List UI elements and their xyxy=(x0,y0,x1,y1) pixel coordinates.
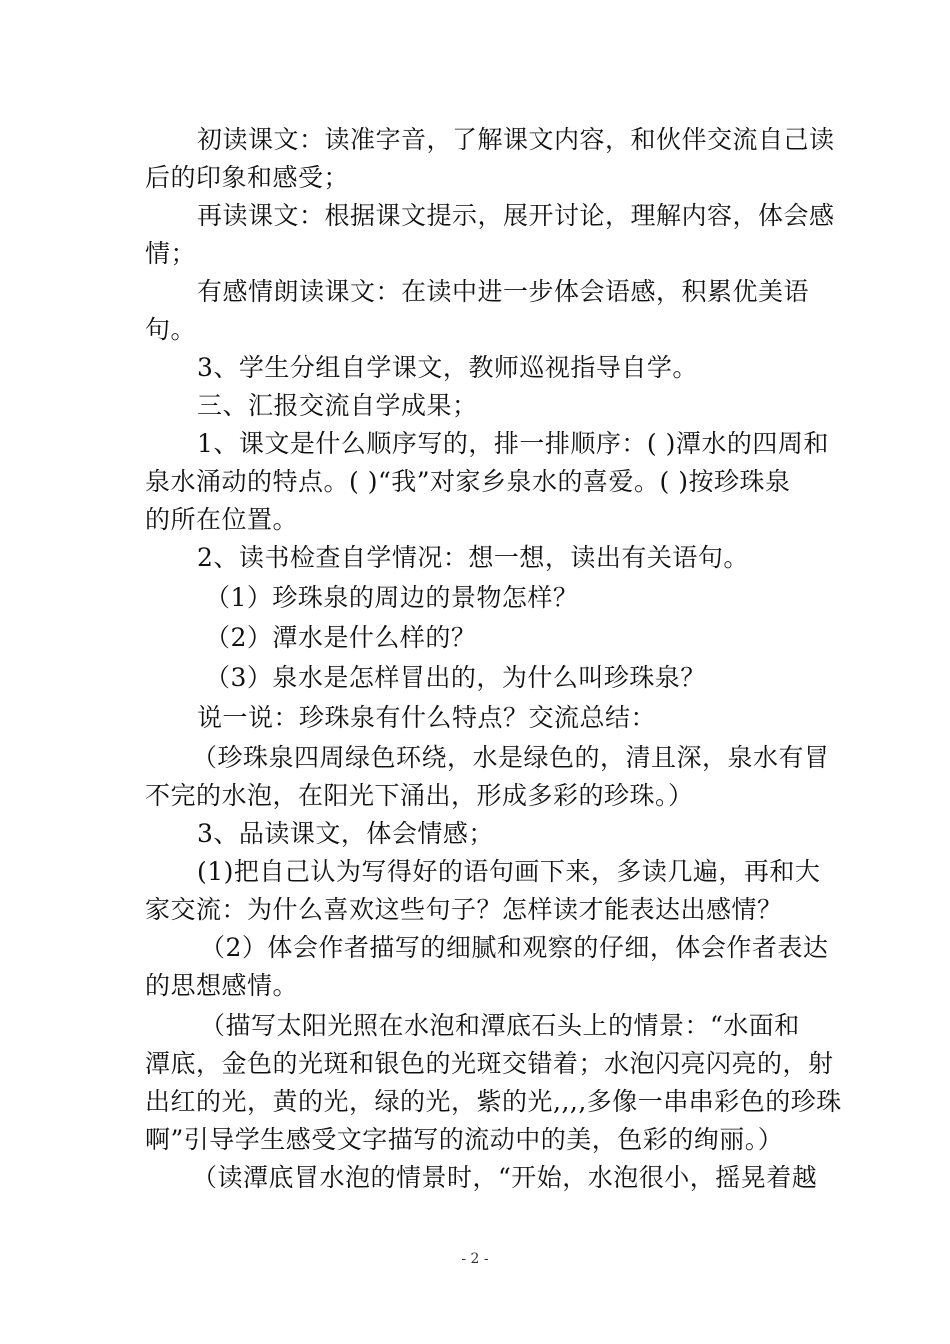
section-heading: 三、汇报交流自学成果； xyxy=(197,391,478,420)
text-line: 家交流：为什么喜欢这些句子？怎样读才能表达出感情？ xyxy=(145,895,783,924)
text-line: 说一说：珍珠泉有什么特点？交流总结： xyxy=(197,703,657,732)
page-number: - 2 - xyxy=(461,1251,489,1267)
text-line: 2、读书检查自学情况：想一想，读出有关语句。 xyxy=(197,543,749,572)
text-line: （2）体会作者描写的细腻和观察的仔细，体会作者表达 xyxy=(200,933,829,962)
text-line: 潭底，金色的光斑和银色的光斑交错着；水泡闪亮闪亮的，射 xyxy=(145,1049,834,1078)
text-line: 有感情朗读课文：在读中进一步体会语感，积累优美语 xyxy=(197,277,810,306)
text-line: 3、学生分组自学课文，教师巡视指导自学。 xyxy=(197,353,698,382)
text-line: 初读课文：读准字音，了解课文内容，和伙伴交流自己读 xyxy=(197,125,835,154)
text-line: 不完的水泡，在阳光下涌出，形成多彩的珍珠。） xyxy=(145,781,694,810)
question-item: （3）泉水是怎样冒出的，为什么叫珍珠泉？ xyxy=(205,663,706,692)
text-line: 出红的光，黄的光，绿的光，紫的光,,,,多像一串串彩色的珍珠 xyxy=(145,1087,842,1116)
text-line: （珍珠泉四周绿色环绕，水是绿色的，清且深，泉水有冒 xyxy=(192,743,830,772)
text-line: 1、课文是什么顺序写的，排一排顺序：( )潭水的四周和 xyxy=(197,429,829,458)
text-line: 情； xyxy=(145,239,197,268)
text-line: 3、品读课文，体会情感； xyxy=(197,819,494,848)
text-line: 再读课文：根据课文提示，展开讨论，理解内容，体会感 xyxy=(197,201,835,230)
question-item: （1）珍珠泉的周边的景物怎样？ xyxy=(205,583,579,612)
text-line: 的所在位置。 xyxy=(145,505,299,534)
text-line: 啊”引导学生感受文字描写的流动中的美，色彩的绚丽。） xyxy=(145,1125,784,1154)
text-line: 泉水涌动的特点。( )“我”对家乡泉水的喜爱。( )按珍珠泉 xyxy=(145,467,791,496)
question-item: （2）潭水是什么样的？ xyxy=(205,623,477,652)
text-line: （描写太阳光照在水泡和潭底石头上的情景：“水面和 xyxy=(200,1011,800,1040)
text-line: 后的印象和感受； xyxy=(145,163,350,192)
text-line: 句。 xyxy=(145,315,197,344)
text-line: （读潭底冒水泡的情景时，“开始，水泡很小，摇晃着越 xyxy=(192,1163,818,1192)
text-line: 的思想感情。 xyxy=(145,971,299,1000)
text-line: (1)把自己认为写得好的语句画下来，多读几遍，再和大 xyxy=(197,857,821,886)
